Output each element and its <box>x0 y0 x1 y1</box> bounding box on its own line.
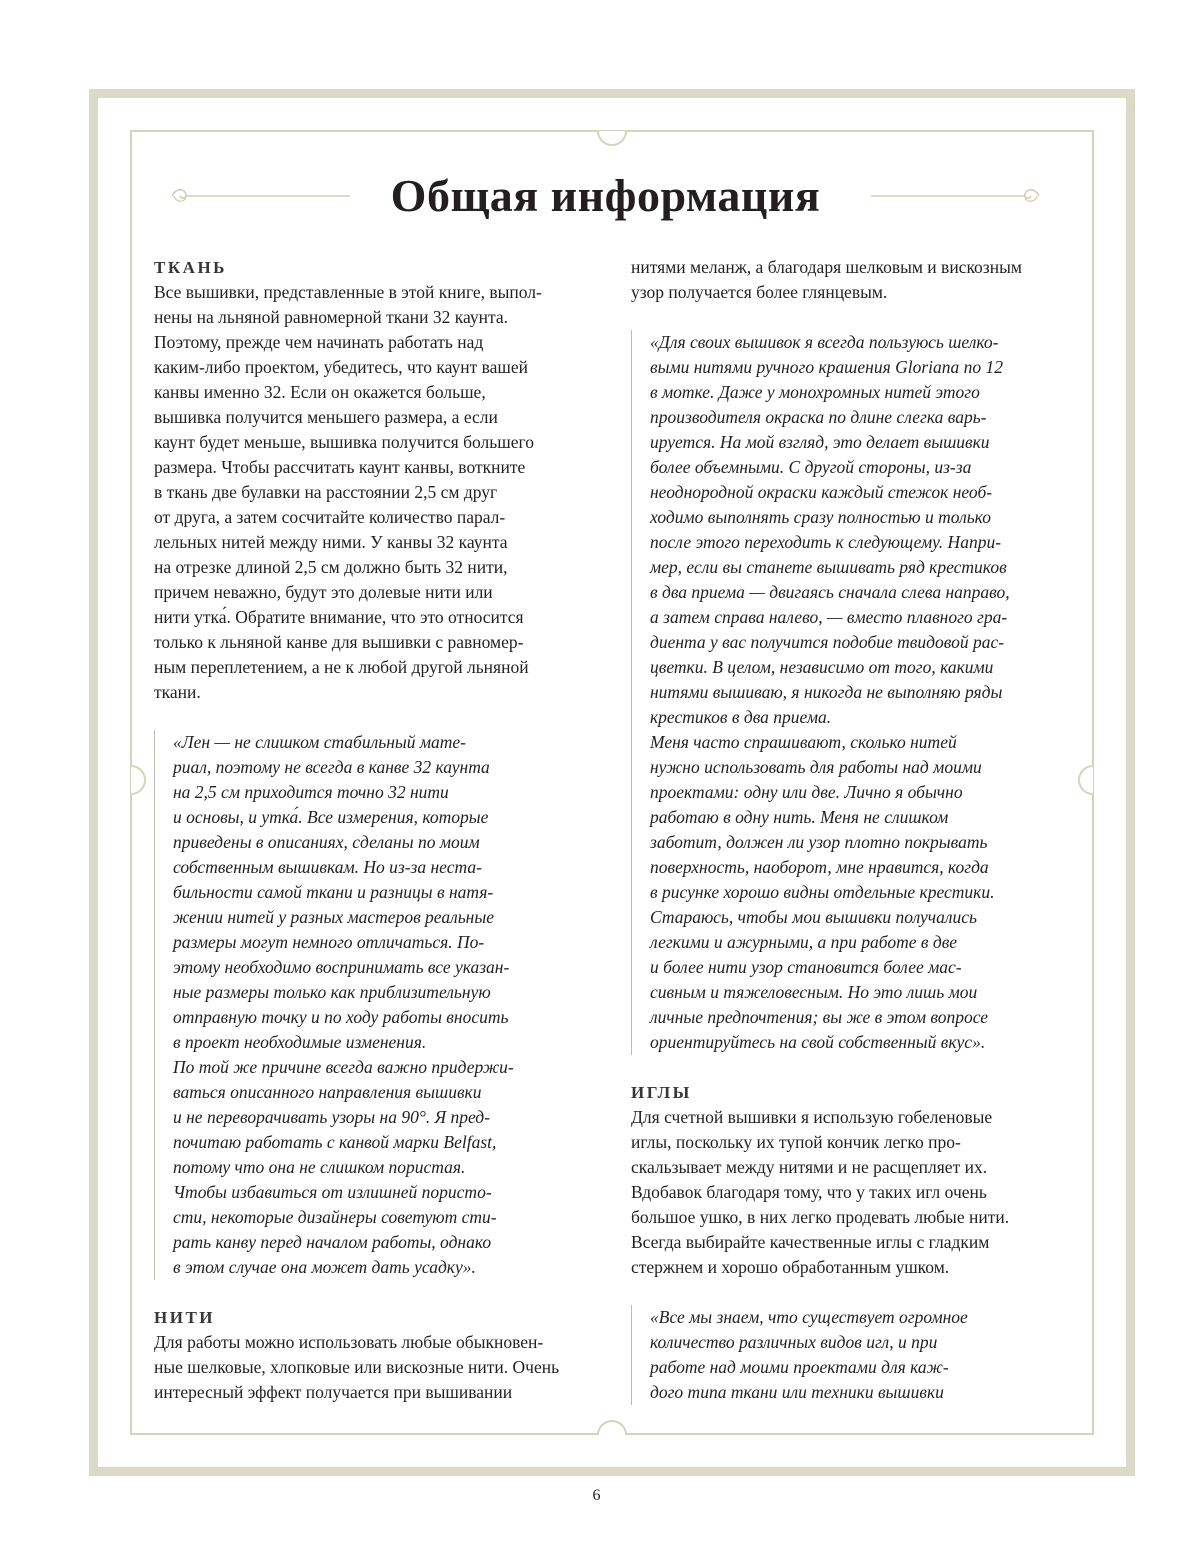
left-column <box>154 255 594 1405</box>
threads-quote-part-1: «Для своих вышивок я всегда пользуюсь шелко- выми нитями ручного крашения Gloriana по 12 в мотке. Даже у монохромных нитей этого производителя окраска по длине слегка варь- ируется. На мой взгляд, это делает вышивки более объемными. С другой стороны, из-за неоднородной окраски каждый стежок необ- ходимо выполнять сразу полностью и только после этого переходить к следующему. Напри- мер, если вы станете вышивать ряд крестиков в два приема — двигаясь сначала слева направо, а затем справа налево, — вместо плавного гра- диента у вас получится подобие твидовой рас- цветки. В целом, независимо от того, какими нитями вышиваю, я никогда не выполняю ряды крестиков в два приема. <box>650 332 1010 727</box>
threads-quote-part-2: Меня часто спрашивают, сколько нитей нужно использовать для работы над моими проектами: одну или две. Лично я обычно работаю в одну нить. Меня не слишком заботит, должен ли узор плотно покрывать поверхность, наоборот, мне нравится, когда в рисунке хорошо видны отдельные крестики. Стараюсь, чтобы мои вышивки получались легкими и ажурными, а при работе в две и более нити узор становится более мас- сивным и тяжеловесным. Но это лишь мои личные предпочтения; вы же в этом вопросе ориентируйтесь на свой собственный вкус». <box>650 732 995 1052</box>
threads-quote <box>631 330 1076 1055</box>
fabric-paragraph: Все вышивки, представленные в этой книге, выпол- нены на льняной равномерной ткани 32 каунта. Поэтому, прежде чем начинать работать над каким-либо проектом, убедитесь, что каунт вашей канвы именно 32. Если он окажется больше, вышивка получится меньшего размера, а если каунт будет меньше, вышивка получится большего размера. Чтобы рассчитать каунт канвы, воткните в ткань две булавки на расстоянии 2,5 см друг от друга, а затем сосчитайте количество парал- лельных нитей между ними. У канвы 32 каунта на отрезке длиной 2,5 см должно быть 32 нити, причем неважно, будут это долевые нити или нити утка́. Обратите внимание, что это относится только к льняной канве для вышивки с равномер- ным переплетением, а не к любой другой льняной ткани. <box>154 282 542 702</box>
ornament-right-icon <box>871 184 1043 208</box>
page-title: Общая информация <box>390 170 821 221</box>
fabric-quote-part-1: «Лен — не слишком стабильный мате- риал, поэтому не всегда в канве 32 каунта на 2,5 см приходится точно 32 нити и основы, и утка́. Все измерения, которые приведены в описаниях, сделаны по моим собственным вышивкам. Но из-за неста- бильности самой ткани и разницы в натя- жении нитей у разных мастеров реальные размеры могут немного отличаться. По- этому необходимо воспринимать все указан- ные размеры только как приблизительную отправную точку и по ходу работы вносить в проект необходимые изменения. <box>173 732 510 1052</box>
fabric-quote <box>154 730 594 1280</box>
needles-quote-text: «Все мы знаем, что существует огромное количество различных видов игл, и при работе над моими проектами для каж- дого типа ткани или техники вышивки <box>650 1307 968 1402</box>
section-heading-fabric: ТКАНЬ <box>154 258 227 277</box>
page-number: 6 <box>592 1487 601 1504</box>
section-heading-threads: НИТИ <box>154 1308 216 1327</box>
threads-paragraph: Для работы можно использовать любые обыкновен- ные шелковые, хлопковые или вискозные нити. Очень интересный эффект получается при вышивании <box>154 1332 560 1402</box>
right-column <box>631 255 1076 1430</box>
section-heading-needles: ИГЛЫ <box>631 1083 692 1102</box>
needles-quote <box>631 1305 1076 1405</box>
fabric-quote-part-2: По той же причине всегда важно придержи- ваться описанного направления вышивки и не переворачивать узоры на 90°. Я пред- почитаю работать с канвой марки Belfast, потому что она не слишком пористая. Чтобы избавиться от излишней пористо- сти, некоторые дизайнеры советуют сти- рать канву перед началом работы, однако в этом случае она может дать усадку». <box>173 1057 514 1277</box>
threads-paragraph-continued: нитями меланж, а благодаря шелковым и вискозным узор получается более глянцевым. <box>631 257 1022 302</box>
needles-paragraph: Для счетной вышивки я использую гобеленовые иглы, поскольку их тупой кончик легко про- скальзывает между нитями и не расщепляет их. Вдобавок благодаря тому, что у таких игл очень большое ушко, в них легко продевать любые нити. Всегда выбирайте качественные иглы с гладким стержнем и хорошо обработанным ушком. <box>631 1107 1010 1277</box>
title-row <box>168 166 1043 226</box>
